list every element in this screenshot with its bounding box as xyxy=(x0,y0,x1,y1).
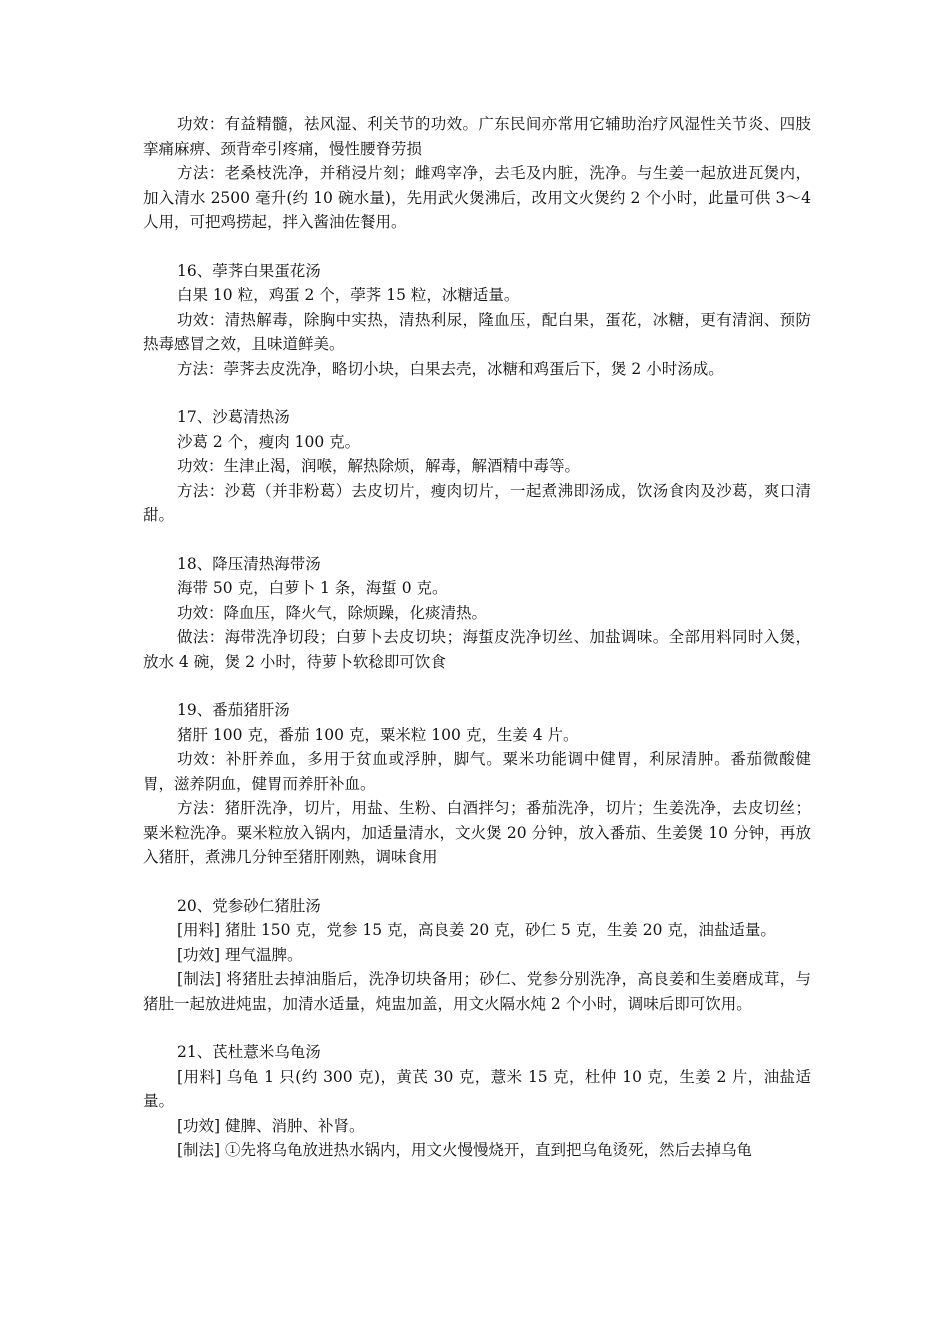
recipe-section xyxy=(143,894,811,1017)
recipe-paragraph: 猪肝 100 克，番茄 100 克，粟米粒 100 克，生姜 4 片。 xyxy=(177,725,579,744)
recipe-title: 21、芪杜薏米乌龟汤 xyxy=(177,1043,321,1061)
recipe-paragraph: [制法] ①先将乌龟放进热水锅内，用文火慢慢烧开，直到把乌龟烫死，然后去掉乌龟 xyxy=(177,1141,753,1159)
recipe-section xyxy=(143,259,811,382)
recipe-section xyxy=(143,698,811,870)
recipe-paragraph: 白果 10 粒，鸡蛋 2 个，荸荠 15 粒，冰糖适量。 xyxy=(177,286,520,304)
recipe-paragraph: 方法：荸荠去皮洗净，略切小块，白果去壳，冰糖和鸡蛋后下，煲 2 小时汤成。 xyxy=(177,359,724,378)
recipe-paragraph: [制法] 将猪肚去掉油脂后，洗净切块备用；砂仁、党参分别洗净，高良姜和生姜磨成茸，与猪肚一起放进炖盅，加清水适量，炖盅加盖，用文火隔水炖 2 个小时，调味后即可饮用。 xyxy=(143,970,811,1013)
recipe-paragraph: 做法：海带洗净切段；白萝卜去皮切块；海蜇皮洗净切丝、加盐调味。全部用料同时入煲，放水 4 碗，煲 2 小时，待萝卜软稔即可饮食 xyxy=(143,628,811,671)
recipe-paragraph: 功效：生津止渴，润喉，解热除烦，解毒，解酒精中毒等。 xyxy=(177,457,581,475)
recipe-title: 16、荸荠白果蛋花汤 xyxy=(177,261,321,280)
recipe-paragraph: 功效：有益精髓，祛风湿、利关节的功效。广东民间亦常用它辅助治疗风湿性关节炎、四肢挛痛麻痹、颈背牵引疼痛，慢性腰脊劳损 xyxy=(143,115,811,158)
recipe-paragraph: [功效] 理气温脾。 xyxy=(177,945,303,964)
recipe-paragraph: [用料] 乌龟 1 只(约 300 克)，黄芪 30 克，薏米 15 克，杜仲 10 克，生姜 2 片，油盐适量。 xyxy=(143,1067,811,1110)
recipe-title: 19、番茄猪肝汤 xyxy=(177,701,290,719)
recipe-title: 17、沙葛清热汤 xyxy=(177,408,290,426)
recipe-paragraph: 海带 50 克，白萝卜 1 条，海蜇 0 克。 xyxy=(177,579,448,597)
recipe-title: 18、降压清热海带汤 xyxy=(177,554,321,573)
recipe-section xyxy=(143,112,811,235)
document-body xyxy=(143,112,811,1163)
recipe-paragraph: [用料] 猪肚 150 克，党参 15 克，高良姜 20 克，砂仁 5 克，生姜 20 克，油盐适量。 xyxy=(177,921,776,939)
recipe-paragraph: 方法：老桑枝洗净，并稍浸片刻；雌鸡宰净，去毛及内脏，洗净。与生姜一起放进瓦煲内，加入清水 2500 毫升(约 10 碗水量)，先用武火煲沸后，改用文火煲约 2 个小时，此量可供 3～4 人用，可把鸡捞起，拌入酱油佐餐用。 xyxy=(143,164,811,231)
recipe-title: 20、党参砂仁猪肚汤 xyxy=(177,896,321,915)
recipe-paragraph: 功效：降血压，降火气，除烦躁，化痰清热。 xyxy=(177,603,488,622)
recipe-paragraph: 方法：沙葛（并非粉葛）去皮切片，瘦肉切片，一起煮沸即汤成，饮汤食肉及沙葛，爽口清甜。 xyxy=(143,481,811,524)
recipe-section xyxy=(143,552,811,675)
recipe-section xyxy=(143,405,811,528)
recipe-paragraph: 方法：猪肝洗净，切片，用盐、生粉、白酒拌匀；番茄洗净，切片；生姜洗净，去皮切丝；粟米粒洗净。粟米粒放入锅内，加适量清水，文火煲 20 分钟，放入番茄、生姜煲 10 分钟，再放入猪肝，煮沸几分钟至猪肝刚熟，调味食用 xyxy=(143,799,811,866)
recipe-paragraph: 沙葛 2 个，瘦肉 100 克。 xyxy=(177,432,361,451)
recipe-paragraph: [功效] 健脾、消肿、补肾。 xyxy=(177,1116,365,1135)
recipe-section xyxy=(143,1040,811,1163)
recipe-paragraph: 功效：补肝养血，多用于贫血或浮肿，脚气。粟米功能调中健胃，利尿清肿。番茄微酸健胃，滋养阴血，健胃而养肝补血。 xyxy=(143,750,811,793)
recipe-paragraph: 功效：清热解毒，除胸中实热，清热利尿，隆血压，配白果，蛋花，冰糖，更有清润、预防热毒感冒之效，且味道鲜美。 xyxy=(143,310,811,353)
